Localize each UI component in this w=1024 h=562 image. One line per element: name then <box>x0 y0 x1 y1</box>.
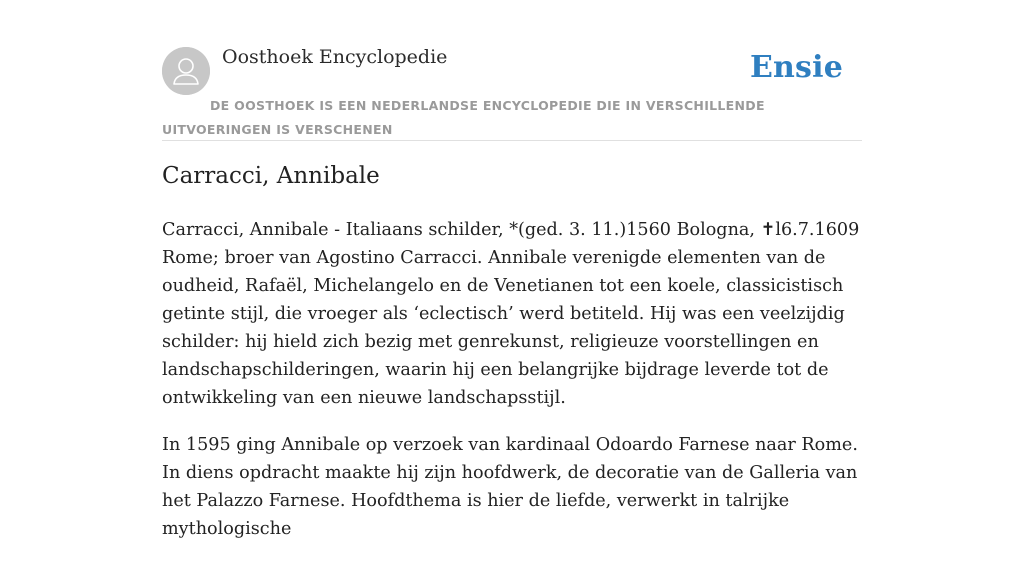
site-title[interactable]: Oosthoek Encyclopedie <box>222 46 448 68</box>
article-body <box>162 216 872 562</box>
brand-logo[interactable]: Ensie <box>749 50 843 85</box>
article-paragraph: In 1595 ging Annibale op verzoek van kardinaal Odoardo Farnese naar Rome. In diens opdracht maakte hij zijn hoofdwerk, de decoratie van de Galleria van het Palazzo Farnese. Hoofdthema is hier de liefde, verwerkt in talrijke mythologische <box>162 435 858 539</box>
article-title: Carracci, Annibale <box>162 163 380 189</box>
article-paragraph: Carracci, Annibale - Italiaans schilder, *(ged. 3. 11.)1560 Bologna, ✝l6.7.1609 Rome; broer van Agostino Carracci. Annibale verenigde elementen van de oudheid, Rafaël, Michelangelo en de Venetianen tot een koele, classicistisch getinte stijl, die vroeger als ‘eclectisch’ werd betiteld. Hij was een veelzijdig schilder: hij hield zich bezig met genrekunst, religieuze voorstellingen en landschapschilderingen, waarin hij een belangrijke bijdrage leverde tot de ontwikkeling van een nieuwe landschapsstijl. <box>162 220 860 408</box>
site-header <box>162 44 862 141</box>
user-icon[interactable] <box>162 47 210 95</box>
site-tagline: DE OOSTHOEK IS EEN NEDERLANDSE ENCYCLOPEDIE DIE IN VERSCHILLENDE UITVOERINGEN IS VERSCHENEN <box>162 98 765 137</box>
